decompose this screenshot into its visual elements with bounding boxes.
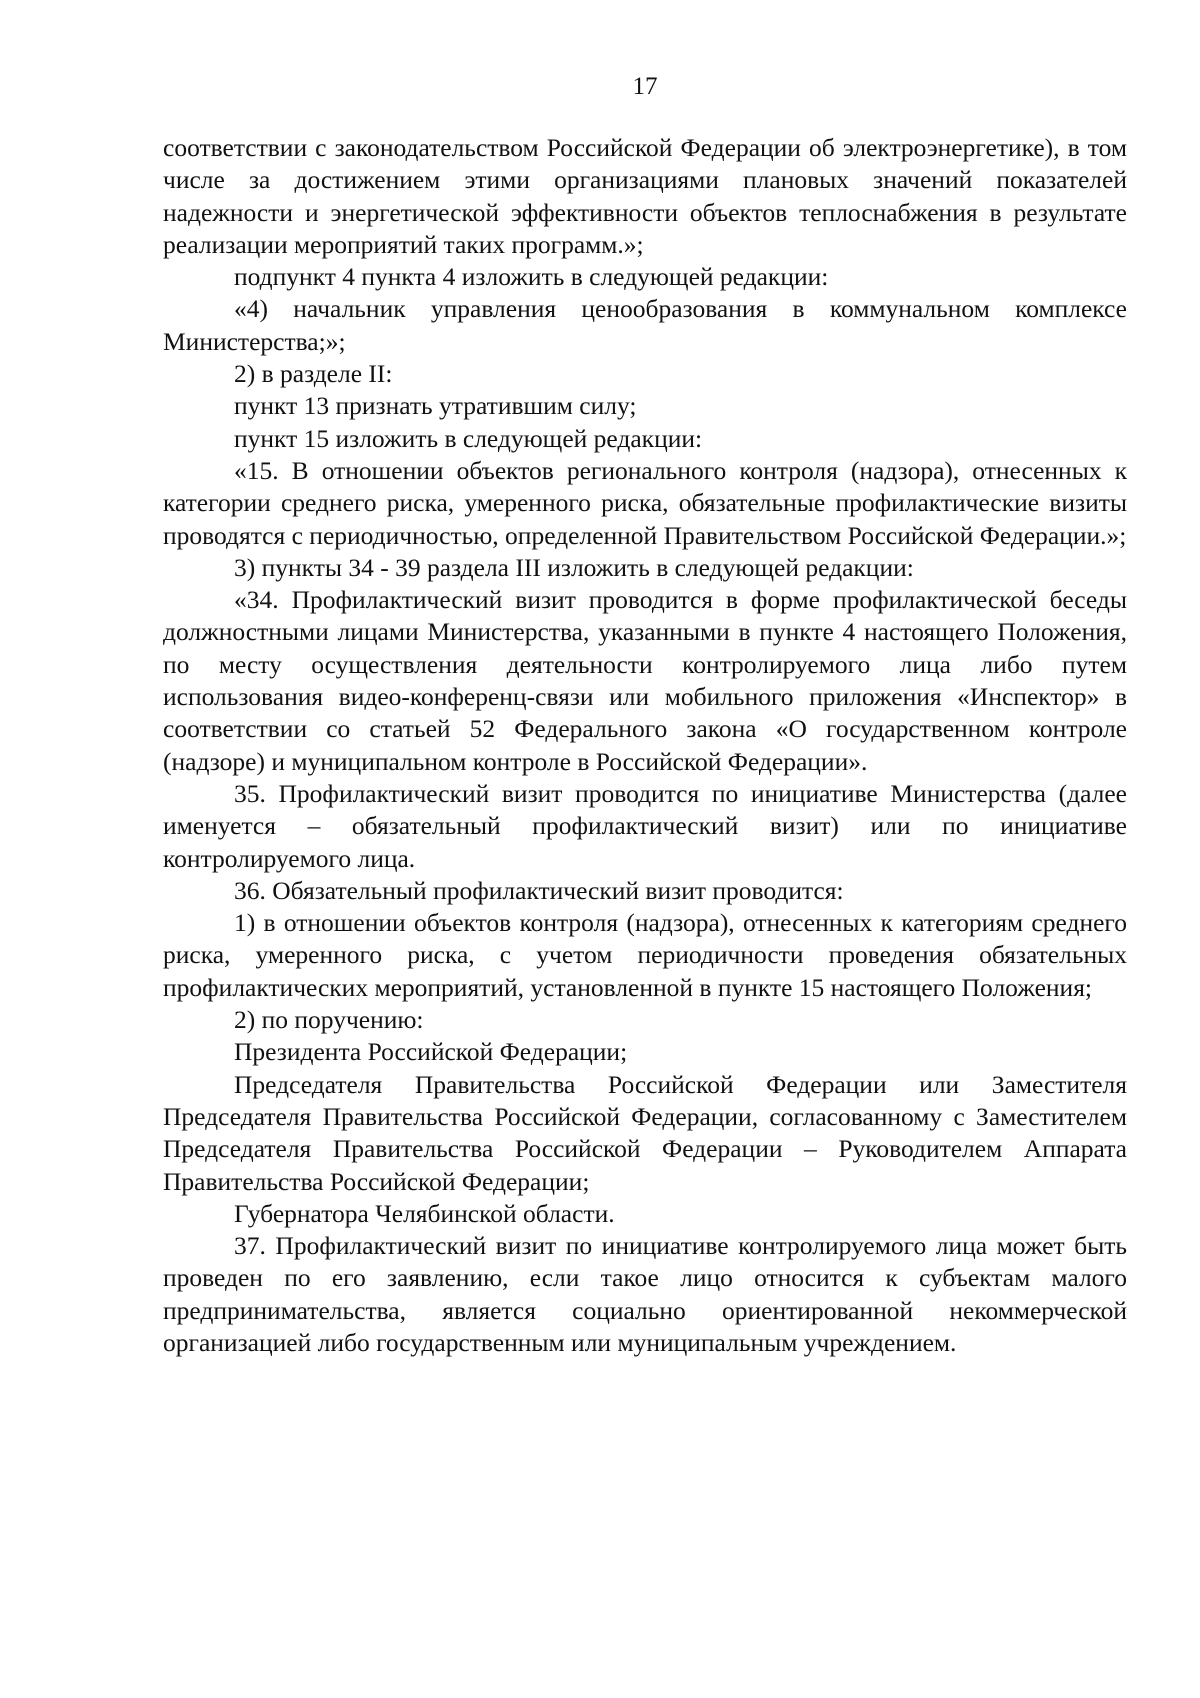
paragraph: 35. Профилактический визит проводится по инициативе Министерства (далее именуется – обязательный профилактический визит) или по инициативе контролируемого лица.	[163, 778, 1127, 873]
paragraph: пункт 13 признать утратившим силу;	[234, 391, 637, 421]
paragraph: 2) в разделе II:	[234, 359, 393, 389]
paragraph: Губернатора Челябинской области.	[234, 1198, 615, 1228]
paragraph: «4) начальник управления ценообразования в коммунальном комплексе Министерства;»;	[163, 294, 1127, 356]
paragraph: 37. Профилактический визит по инициативе контролируемого лица может быть проведен по его заявлению, если такое лицо относится к субъектам малого предпринимательства, является социально ориентированной некоммерческой организацией либо государственным или муниципальным учреждением.	[163, 1231, 1127, 1357]
paragraph: «15. В отношении объектов регионального контроля (надзора), отнесенных к категории среднего риска, умеренного риска, обязательные профилактические визиты проводятся с периодичностью, определенной Правительством Российской Федерации.»;	[163, 455, 1127, 550]
paragraph: 36. Обязательный профилактический визит проводится:	[234, 875, 844, 905]
paragraph: Председателя Правительства Российской Федерации или Заместителя Председателя Правительства Российской Федерации, согласованному с Заместителем Председателя Правительства Российской Федерации – Руководителем Аппарата Правительства Российской Федерации;	[163, 1069, 1127, 1196]
paragraph: пункт 15 изложить в следующей редакции:	[234, 423, 703, 453]
page-number: 17	[632, 73, 658, 100]
paragraph: 3) пункты 34 - 39 раздела III изложить в следующей редакции:	[234, 552, 914, 582]
paragraph: Президента Российской Федерации;	[234, 1037, 628, 1067]
paragraph: 2) по поручению:	[234, 1005, 424, 1035]
paragraph: 1) в отношении объектов контроля (надзора), отнесенных к категориям среднего риска, умеренного риска, с учетом периодичности проведения обязательных профилактических мероприятий, установленной в пункте 15 настоящего Положения;	[163, 908, 1127, 1002]
paragraph: «34. Профилактический визит проводится в форме профилактической беседы должностными лицами Министерства, указанными в пункте 4 настоящего Положения, по месту осуществления деятельности контролируемого лица либо путем использования видео-конференц-связи или мобильного приложения «Инспектор» в соответствии со статьей 52 Федерального закона «О государственном контроле (надзоре) и муниципальном контроле в Российской Федерации».	[163, 585, 1127, 776]
document-body	[163, 132, 1127, 1359]
paragraph: соответствии с законодательством Российской Федерации об электроэнергетике), в том числе за достижением этими организациями плановых значений показателей надежности и энергетической эффективности объектов теплоснабжения в результате реализации мероприятий таких программ.»;	[163, 133, 1127, 259]
paragraph: подпункт 4 пункта 4 изложить в следующей редакции:	[234, 262, 829, 292]
